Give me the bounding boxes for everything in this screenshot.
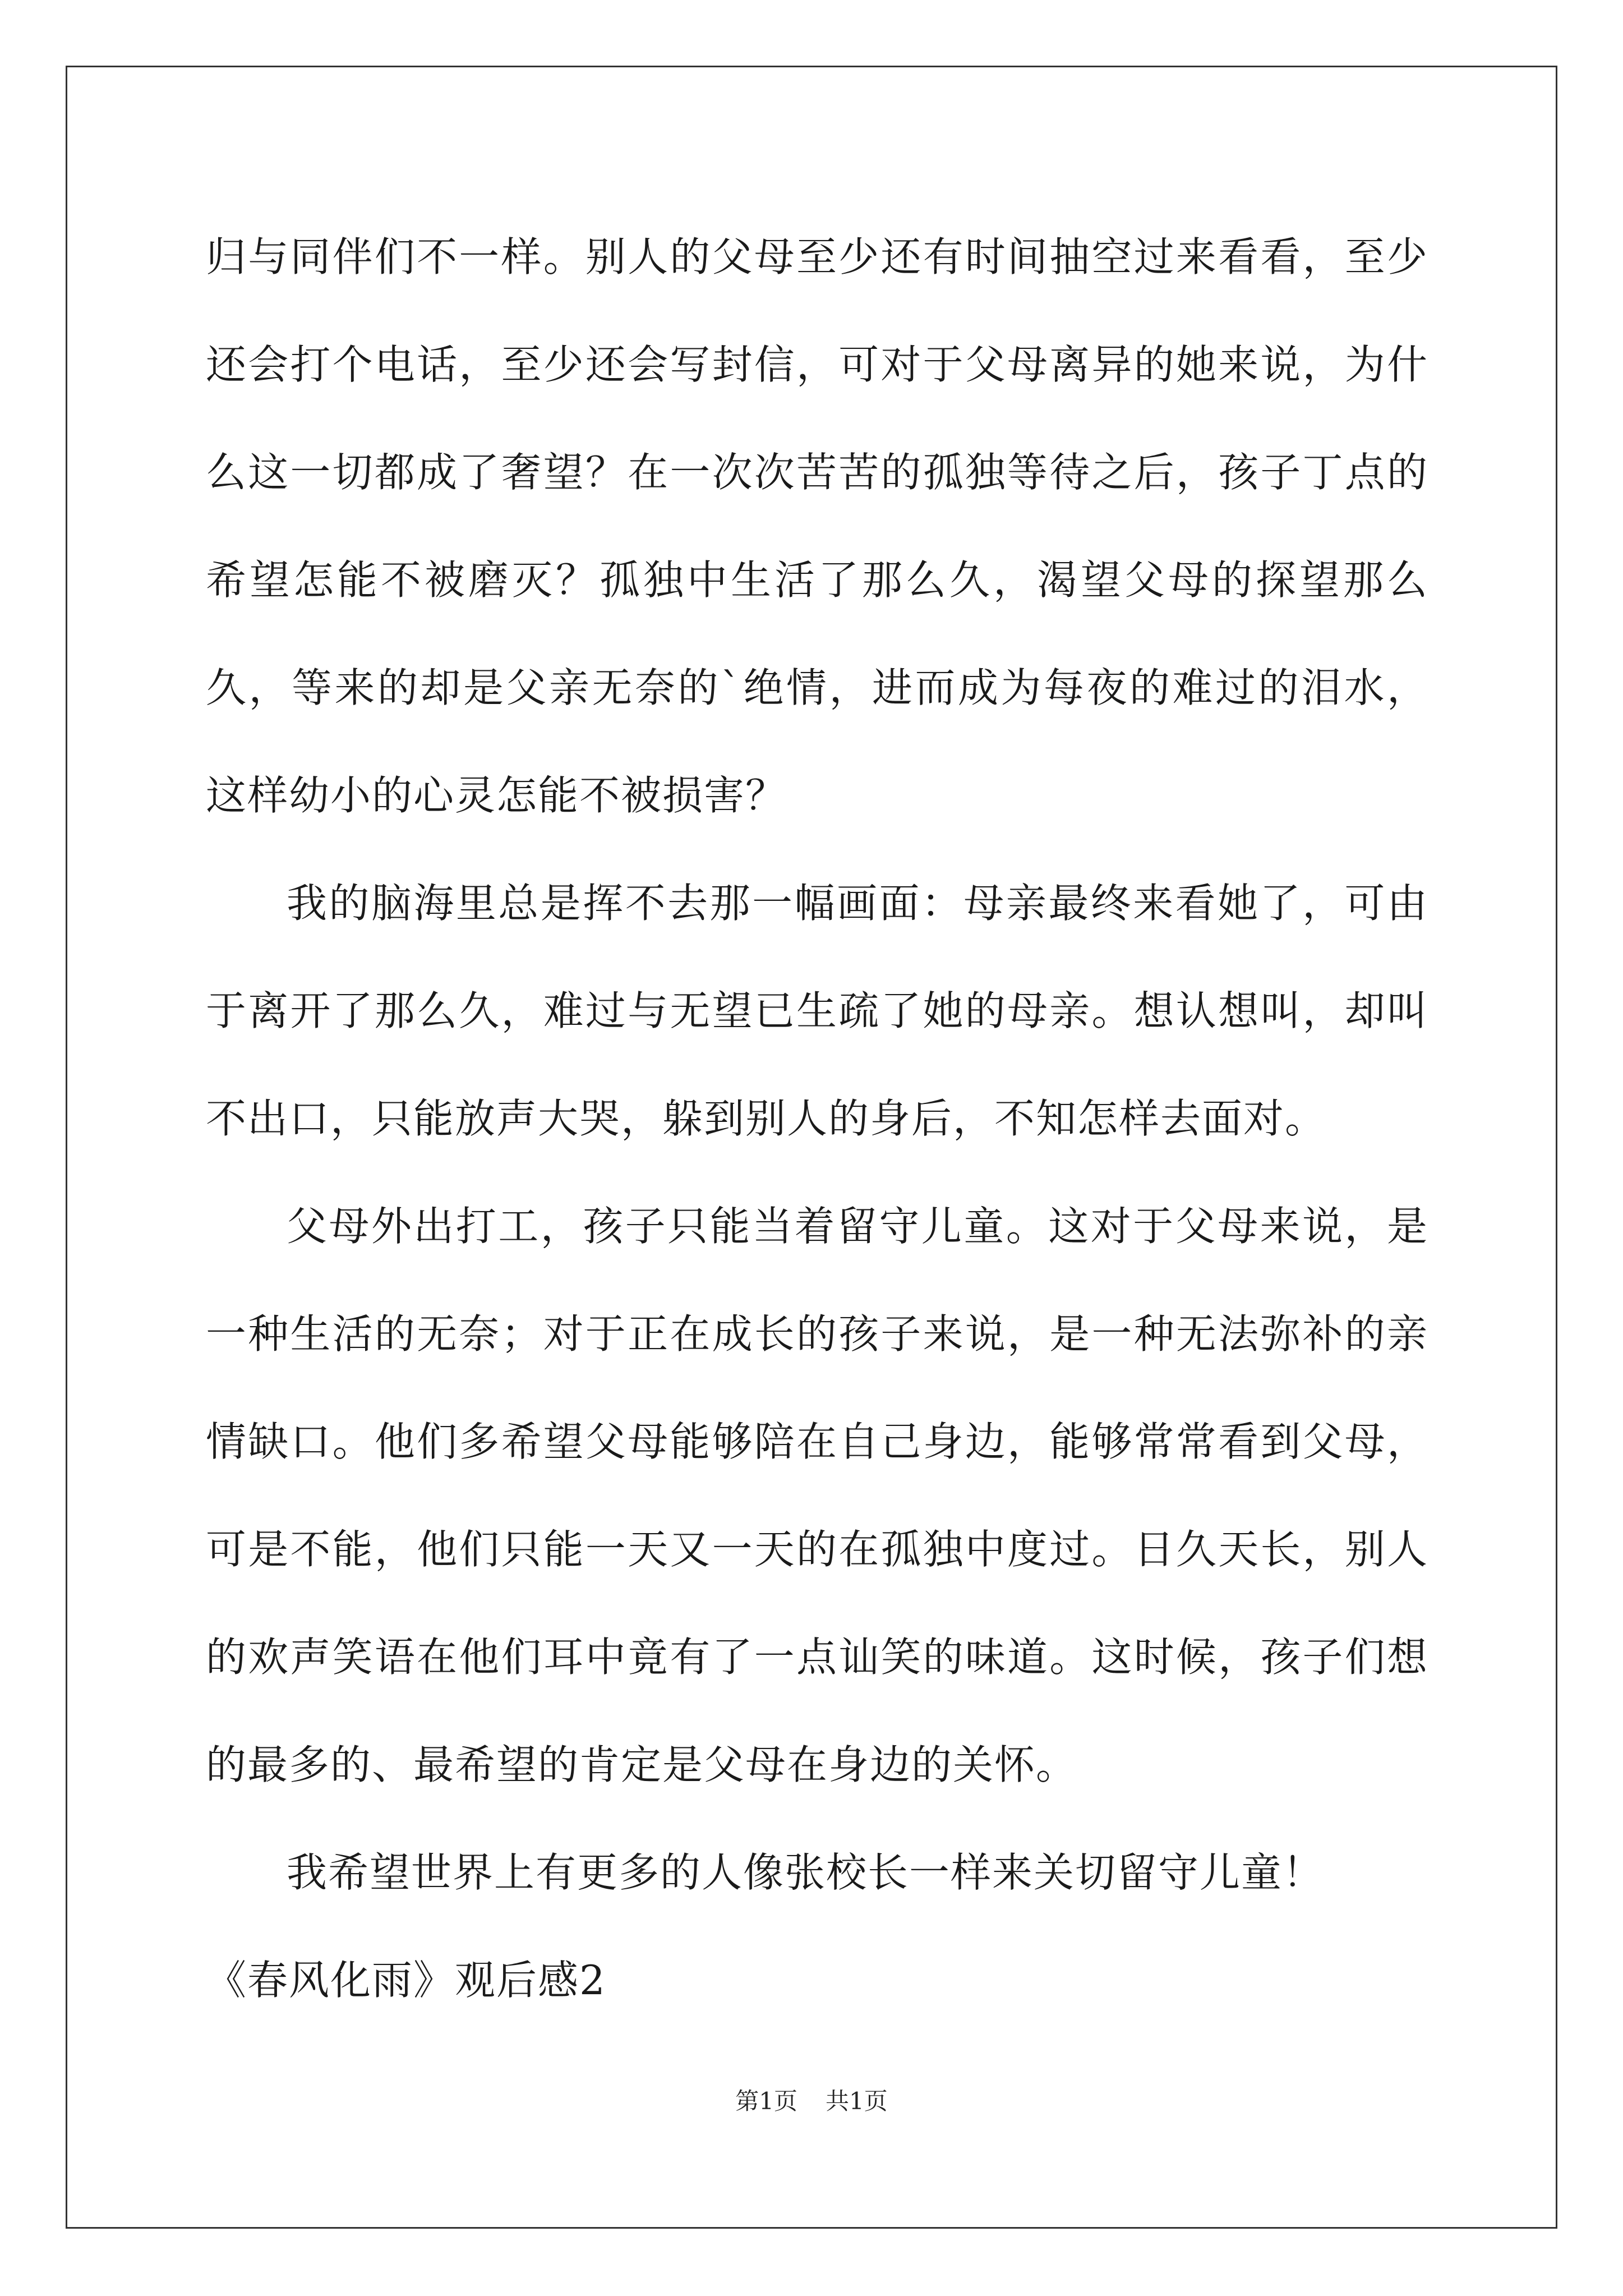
page-number: 第1页 (735, 2087, 797, 2115)
section-heading: 《春风化雨》观后感2 (206, 1957, 606, 2004)
paragraph-1: 归与同伴们不一样。别人的父母至少还有时间抽空过来看看，至少还会打个电话，至少还会写封信，可对于父母离异的她来说，为什么这一切都成了奢望？在一次次苦苦的孤独等待之后，孩子丁点的希望怎能不被磨灭？孤独中生活了那么久，渴望父母的探望那么久，等来的却是父亲无奈的`绝情，进而成为每夜的难过的泪水，这样幼小的心灵怎能不被损害？ (206, 233, 1428, 819)
paragraph-2: 我的脑海里总是挥不去那一幅画面：母亲最终来看她了，可由于离开了那么久，难过与无望已生疏了她的母亲。想认想叫，却叫不出口，只能放声大哭，躲到别人的身后，不知怎样去面对。 (206, 880, 1428, 1142)
page-total: 共1页 (826, 2087, 888, 2115)
paragraph-4: 我希望世界上有更多的人像张校长一样来关切留守儿童！ (287, 1849, 1325, 1896)
page-footer (0, 2085, 1623, 2118)
paragraph-3: 父母外出打工，孩子只能当着留守儿童。这对于父母来说，是一种生活的无奈；对于正在成长的孩子来说，是一种无法弥补的亲情缺口。他们多希望父母能够陪在自己身边，能够常常看到父母，可是不能，他们只能一天又一天的在孤独中度过。日久天长，别人的欢声笑语在他们耳中竟有了一点讪笑的味道。这时候，孩子们想的最多的、最希望的肯定是父母在身边的关怀。 (206, 1203, 1428, 1788)
document-body (206, 203, 1428, 2034)
